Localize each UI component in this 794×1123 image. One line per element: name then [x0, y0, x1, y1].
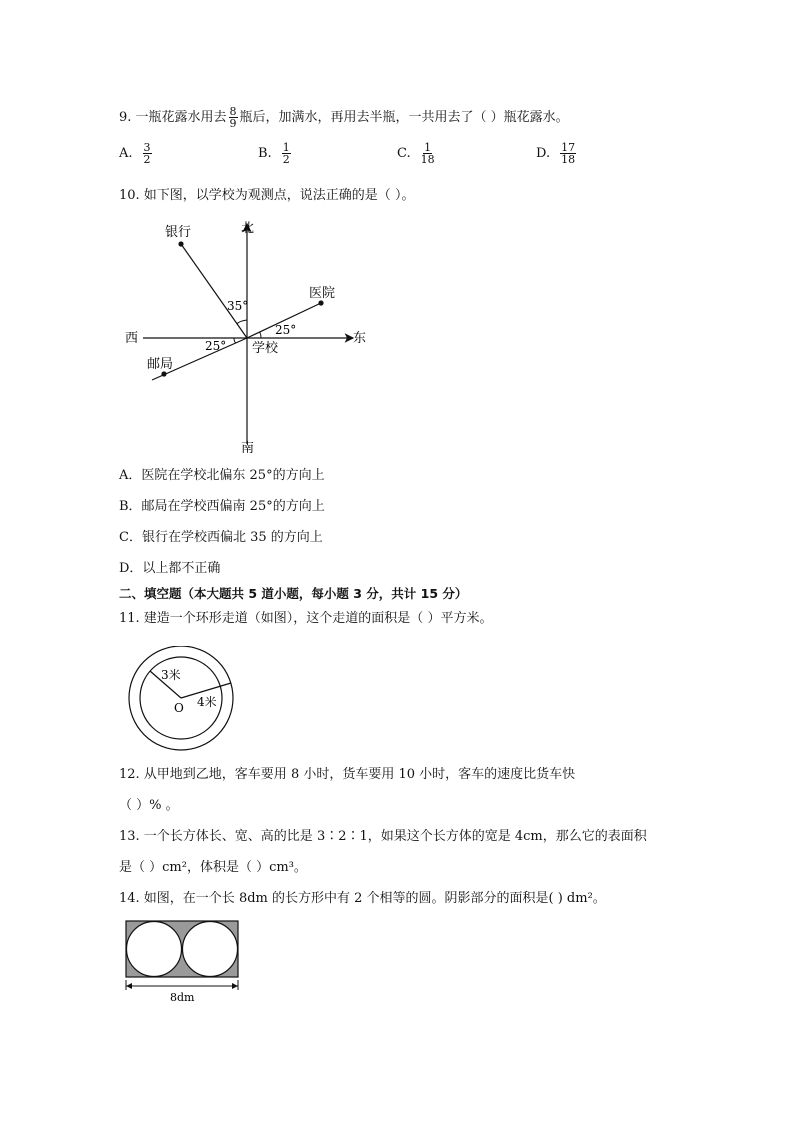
q9-option-d[interactable]: D. $\frac{17}{18}$: [536, 141, 576, 166]
q10-option-b[interactable]: B．邮局在学校西偏南 25°的方向上: [119, 499, 325, 514]
south-label: 南: [241, 441, 255, 456]
q10-stem: 10. 如下图，以学校为观测点，说法正确的是（ ）。: [119, 188, 415, 203]
q9-option-b[interactable]: B. $\frac{1}{2}$: [258, 141, 290, 166]
left-circle: [127, 922, 182, 977]
hospital-angle-arc: [259, 332, 261, 338]
post-point: [161, 371, 166, 376]
q10-option-c[interactable]: C．银行在学校西偏北 35 的方向上: [119, 530, 323, 545]
outer-radius-label: 4米: [197, 695, 217, 709]
post-angle-arc: [234, 338, 236, 343]
bank-angle-arc: [237, 320, 247, 324]
q9-fraction: $\frac{8}{9}$: [229, 105, 237, 130]
q11-stem: 11. 建造一个环形走道（如图），这个走道的面积是（ ）平方米。: [119, 611, 493, 626]
q14-stem: 14. 如图，在一个长 8dm 的长方形中有 2 个相等的圆。阴影部分的面积是( ) dm²。: [119, 891, 606, 906]
q9-prefix: 9. 一瓶花露水用去: [119, 110, 227, 125]
q10-option-a[interactable]: A．医院在学校北偏东 25°的方向上: [119, 468, 325, 483]
center-label: O: [174, 701, 184, 715]
q10-option-d[interactable]: D．以上都不正确: [119, 561, 221, 576]
post-label: 邮局: [147, 357, 174, 372]
section-heading: 二、填空题（本大题共 5 道小题，每小题 3 分，共计 15 分）: [119, 586, 468, 601]
hospital-angle-label: 25°: [275, 323, 297, 337]
east-label: 东: [353, 331, 367, 346]
rectangle-circles-diagram: [122, 918, 244, 1004]
bank-angle-label: 35°: [227, 299, 249, 313]
bank-point: [178, 241, 183, 246]
hospital-label: 医院: [309, 286, 336, 301]
q9-option-a[interactable]: A. $\frac{3}{2}$: [119, 141, 151, 166]
q13-line1: 13. 一个长方体长、宽、高的比是 3∶2∶1，如果这个长方体的宽是 4cm，那么它的表面积: [119, 829, 647, 844]
west-label: 西: [125, 331, 139, 346]
school-label: 学校: [252, 341, 279, 356]
north-label: 北: [241, 221, 255, 236]
q12-line1: 12. 从甲地到乙地，客车要用 8 小时，货车要用 10 小时，客车的速度比货车快: [119, 767, 576, 782]
dimension-arrow-right: [232, 983, 238, 989]
ring-diagram: [123, 646, 245, 751]
post-angle-label: 25°: [205, 339, 227, 353]
hospital-point: [318, 300, 323, 305]
dimension-label: 8dm: [170, 991, 195, 1004]
q9-stem: [119, 106, 569, 129]
q13-line2: 是（ ）cm²，体积是（ ）cm³。: [119, 860, 307, 875]
dimension-arrow-left: [126, 983, 132, 989]
q9-option-c[interactable]: C. $\frac{1}{18}$: [397, 141, 435, 166]
inner-radius-label: 3米: [161, 668, 181, 682]
compass-diagram: [115, 212, 385, 457]
right-circle: [183, 922, 238, 977]
q9-suffix: 瓶后，加满水，再用去半瓶，一共用去了（ ）瓶花露水。: [239, 110, 569, 125]
bank-label: 银行: [165, 225, 192, 240]
q12-line2: （ ）% 。: [119, 798, 179, 813]
